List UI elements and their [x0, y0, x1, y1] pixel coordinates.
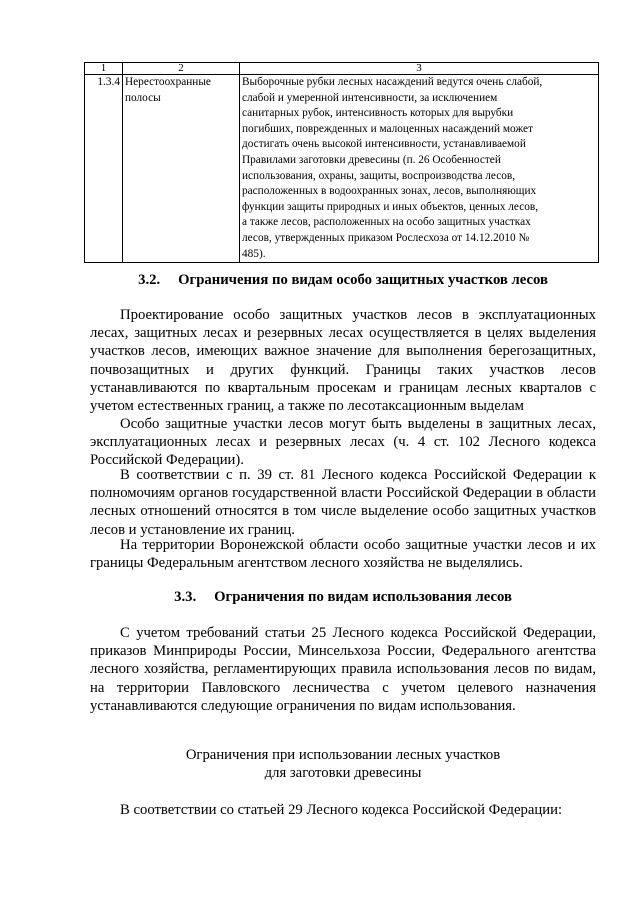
desc-line: 485).	[242, 247, 266, 260]
desc-line: а также лесов, расположенных на особо защитных участках	[242, 216, 531, 229]
section-number: 3.2.	[138, 272, 161, 288]
row-name-line: полосы	[125, 91, 161, 104]
row-name	[123, 75, 240, 263]
section-3-3-heading	[90, 589, 596, 606]
desc-line: расположенных в водоохранных зонах, лесов, выполняющих	[242, 185, 537, 198]
row-number: 1.3.4	[85, 75, 123, 263]
header-col-2: 2	[123, 63, 240, 75]
subheading-line: Ограничения при использовании лесных участков	[185, 747, 501, 763]
desc-line: Правилами заготовки древесины (п. 26 Особенностей	[242, 153, 501, 166]
desc-line: функции защиты природных и иных объектов, ценных лесов,	[242, 200, 539, 213]
table-row	[85, 75, 599, 263]
paragraph: На территории Воронежской области особо защитные участки лесов и их границы Федеральным агентством лесного хозяйства не выделялись.	[90, 537, 596, 572]
table-header-row	[85, 63, 599, 75]
row-description	[240, 75, 599, 263]
section-title: Ограничения по видам использования лесов	[214, 589, 512, 605]
desc-line: слабой и умеренной интенсивности, за исключением	[242, 91, 498, 104]
section-number: 3.3.	[174, 589, 197, 605]
section-title: Ограничения по видам особо защитных участков лесов	[178, 272, 548, 288]
desc-line: санитарных рубок, интенсивность которых для вырубки	[242, 107, 514, 120]
header-col-3: 3	[240, 63, 599, 75]
paragraph: С учетом требований статьи 25 Лесного кодекса Российской Федерации, приказов Минприроды России, Минсельхоза России, Федерального агентства лесного хозяйства, регламентирующих правила использования лесов по видам, на территории Павловского лесничества с учетом целевого назначения устанавливаются следующие ограничения по видам использования.	[90, 625, 596, 714]
desc-line: лесов, утвержденных приказом Рослесхоза от 14.12.2010 №	[242, 231, 530, 244]
section-3-2-heading	[90, 272, 596, 289]
desc-line: достигать очень высокой интенсивности, устанавливаемой	[242, 138, 526, 151]
paragraph: В соответствии с п. 39 ст. 81 Лесного кодекса Российской Федерации к полномочиям органов государственной власти Российской Федерации в области лесных отношений относятся в том числе выделение особо защитных участков лесов и установление их границ.	[90, 467, 596, 538]
header-col-1: 1	[85, 63, 123, 75]
row-name-line: Нерестоохранные	[125, 76, 211, 88]
desc-line: погибших, поврежденных и малоценных насаждений может	[242, 122, 534, 135]
restrictions-table	[84, 62, 599, 263]
desc-line: использования, охраны, защиты, воспроизводства лесов,	[242, 169, 516, 182]
paragraph: В соответствии со статьей 29 Лесного кодекса Российской Федерации:	[120, 802, 563, 818]
subheading-line: для заготовки древесины	[264, 765, 422, 782]
subheading	[90, 746, 596, 782]
paragraph: Особо защитные участки лесов могут быть выделены в защитных лесах, эксплуатационных лесах и резервных лесах (ч. 4 ст. 102 Лесного кодекса Российской Федерации).	[90, 416, 596, 469]
paragraph: Проектирование особо защитных участков лесов в эксплуатационных лесах, защитных лесах и резервных лесах осуществляется в целях выделения участков лесов, имеющих важное значение для выполнения берегозащитных, почвозащитных и других функций. Границы таких участков лесов устанавливаются по квартальным просекам и границам лесных кварталов с учетом естественных границ, а также по лесотаксационным выделам	[90, 307, 596, 415]
desc-line: Выборочные рубки лесных насаждений ведутся очень слабой,	[242, 76, 543, 88]
